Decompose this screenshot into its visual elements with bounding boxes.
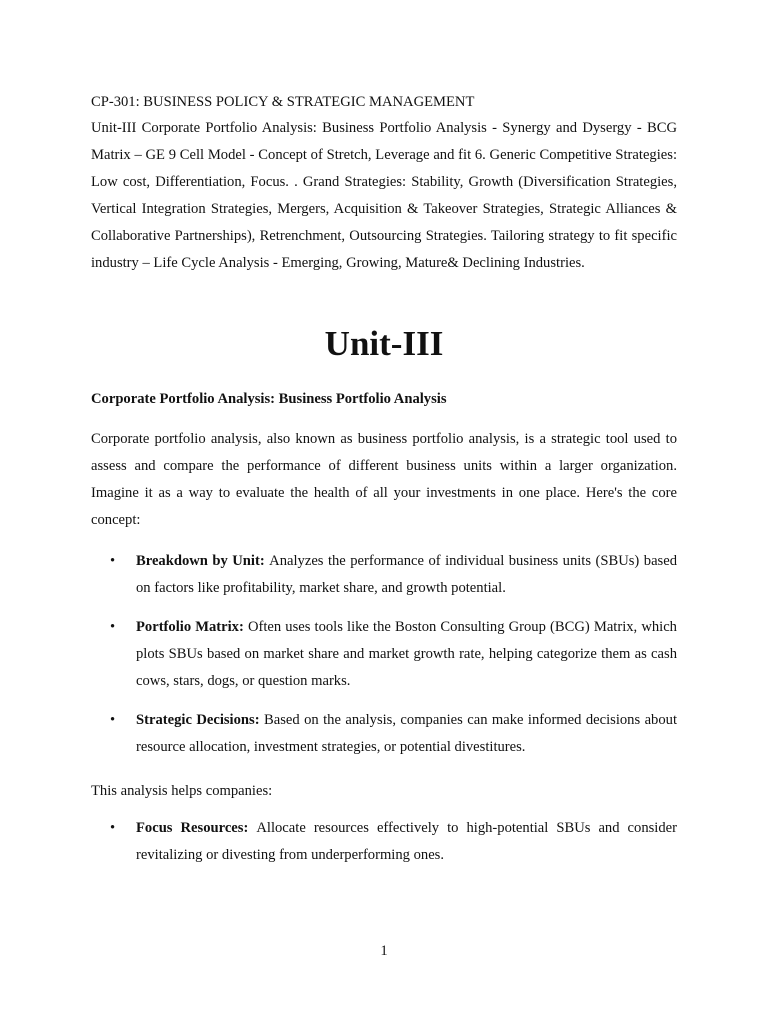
bullet-text: Often uses tools like the Boston Consulting Group (BCG) Matrix, which plots SBUs based on market share and market growth rate, helping categorize them as cash cows, stars, dogs, or question marks.	[136, 618, 677, 689]
bullet-term: Portfolio Matrix:	[136, 618, 248, 635]
bullet-icon: •	[110, 618, 116, 635]
concept-bullet-list	[91, 548, 677, 760]
bullet-item-focus-resources	[91, 815, 677, 869]
helps-bullet-list	[91, 815, 677, 869]
unit-heading: Unit-III	[324, 324, 444, 364]
bullet-icon: •	[110, 553, 116, 570]
intro-paragraph: Corporate portfolio analysis, also known as business portfolio analysis, is a strategic tool used to assess and compare the performance of different business units within a larger organization. Imagine it as a way to evaluate the health of all your investments in one place. Here's the core concept:	[91, 431, 677, 529]
bullet-term: Focus Resources:	[136, 820, 257, 837]
bullet-term: Strategic Decisions:	[136, 711, 264, 728]
bullet-icon: •	[110, 820, 116, 837]
bullet-icon: •	[110, 711, 116, 728]
bullet-item-strategic-decisions	[91, 707, 677, 761]
page-number: 1	[380, 943, 388, 959]
syllabus-paragraph: Unit-III Corporate Portfolio Analysis: Business Portfolio Analysis - Synergy and Dysergy - BCG Matrix – GE 9 Cell Model - Concept of Stretch, Leverage and fit 6. Generic Competitive Strategies: Low cost, Differentiation, Focus. . Grand Strategies: Stability, Growth (Diversification Strategies, Vertical Integration Strategies, Mergers, Acquisition & Takeover Strategies, Strategic Alliances & Collaborative Partnerships), Retrenchment, Outsourcing Strategies. Tailoring strategy to fit specific industry – Life Cycle Analysis - Emerging, Growing, Mature& Declining Industries.	[91, 120, 677, 271]
bullet-item-breakdown-by-unit	[91, 548, 677, 602]
bullet-text: Allocate resources effectively to high-potential SBUs and consider revitalizing or divesting from underperforming ones.	[136, 820, 677, 864]
page-content	[91, 92, 677, 869]
bullet-text: Based on the analysis, companies can make informed decisions about resource allocation, investment strategies, or potential divestitures.	[136, 711, 677, 755]
section-heading: Corporate Portfolio Analysis: Business Portfolio Analysis	[91, 391, 447, 408]
helps-intro-paragraph: This analysis helps companies:	[91, 783, 273, 800]
bullet-item-portfolio-matrix	[91, 614, 677, 695]
bullet-text: Analyzes the performance of individual business units (SBUs) based on factors like profitability, market share, and growth potential.	[136, 553, 677, 596]
course-title: CP-301: BUSINESS POLICY & STRATEGIC MANAGEMENT	[91, 94, 475, 110]
bullet-term: Breakdown by Unit:	[136, 553, 270, 570]
